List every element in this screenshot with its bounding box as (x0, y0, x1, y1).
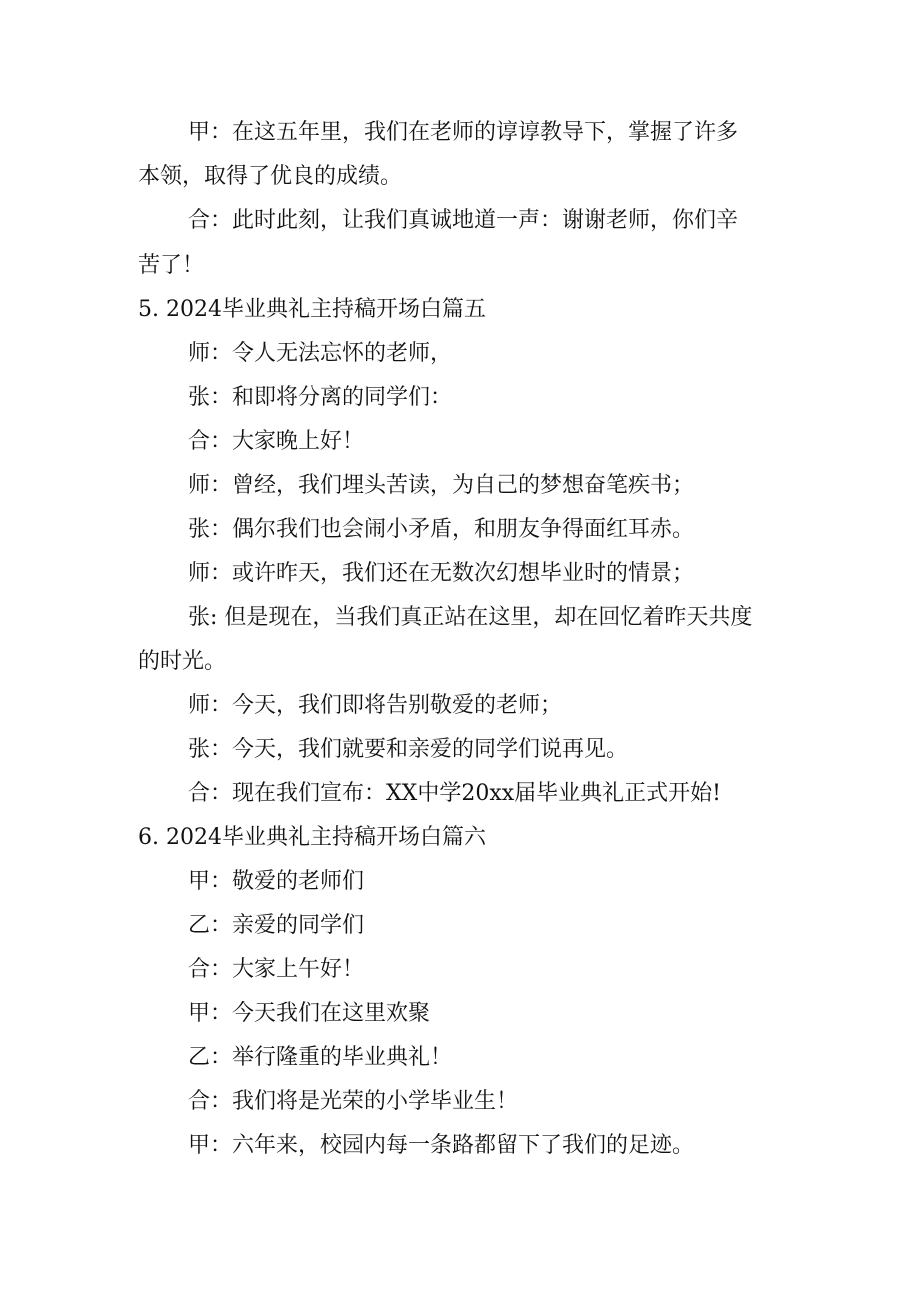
paragraph-line: 甲：今天我们在这里欢聚 (188, 1001, 431, 1026)
paragraph-line: 甲：敬爱的老师们 (188, 869, 365, 894)
paragraph-line: 师：曾经，我们埋头苦读，为自己的梦想奋笔疾书； (188, 473, 695, 498)
paragraph-line: 苦了！ (138, 253, 205, 278)
paragraph-line: 师：今天，我们即将告别敬爱的老师； (188, 693, 563, 718)
paragraph-line: 的时光。 (138, 649, 227, 674)
section-heading: 5. 2024毕业典礼主持稿开场白篇五 (138, 297, 486, 322)
paragraph-line: 合：此时此刻，让我们真诚地道一声：谢谢老师，你们辛 (188, 208, 739, 233)
paragraph-line: 合：大家晚上好！ (188, 429, 365, 454)
paragraph-line: 张: 但是现在，当我们真正站在这里，却在回忆着昨天共度 (188, 605, 753, 630)
paragraph-line: 师：或许昨天，我们还在无数次幻想毕业时的情景； (188, 561, 695, 586)
paragraph-line: 乙：亲爱的同学们 (188, 913, 365, 938)
paragraph-line: 乙：举行隆重的毕业典礼！ (188, 1045, 453, 1070)
paragraph-line: 甲：在这五年里，我们在老师的谆谆教导下，掌握了许多 (188, 120, 739, 145)
paragraph-line: 本领，取得了优良的成绩。 (138, 164, 403, 189)
paragraph-line: 张：今天，我们就要和亲爱的同学们说再见。 (188, 737, 629, 762)
paragraph-line: 合：我们将是光荣的小学毕业生！ (188, 1089, 519, 1114)
paragraph-line: 合：现在我们宣布：XX中学20xx届毕业典礼正式开始! (188, 781, 721, 806)
section-heading: 6. 2024毕业典礼主持稿开场白篇六 (138, 825, 486, 850)
paragraph-line: 张：偶尔我们也会闹小矛盾，和朋友争得面红耳赤。 (188, 517, 695, 542)
paragraph-line: 师：令人无法忘怀的老师， (188, 341, 453, 366)
paragraph-line: 张：和即将分离的同学们： (188, 385, 453, 410)
paragraph-line: 合：大家上午好！ (188, 957, 365, 982)
paragraph-line: 甲：六年来，校园内每一条路都留下了我们的足迹。 (188, 1133, 695, 1158)
